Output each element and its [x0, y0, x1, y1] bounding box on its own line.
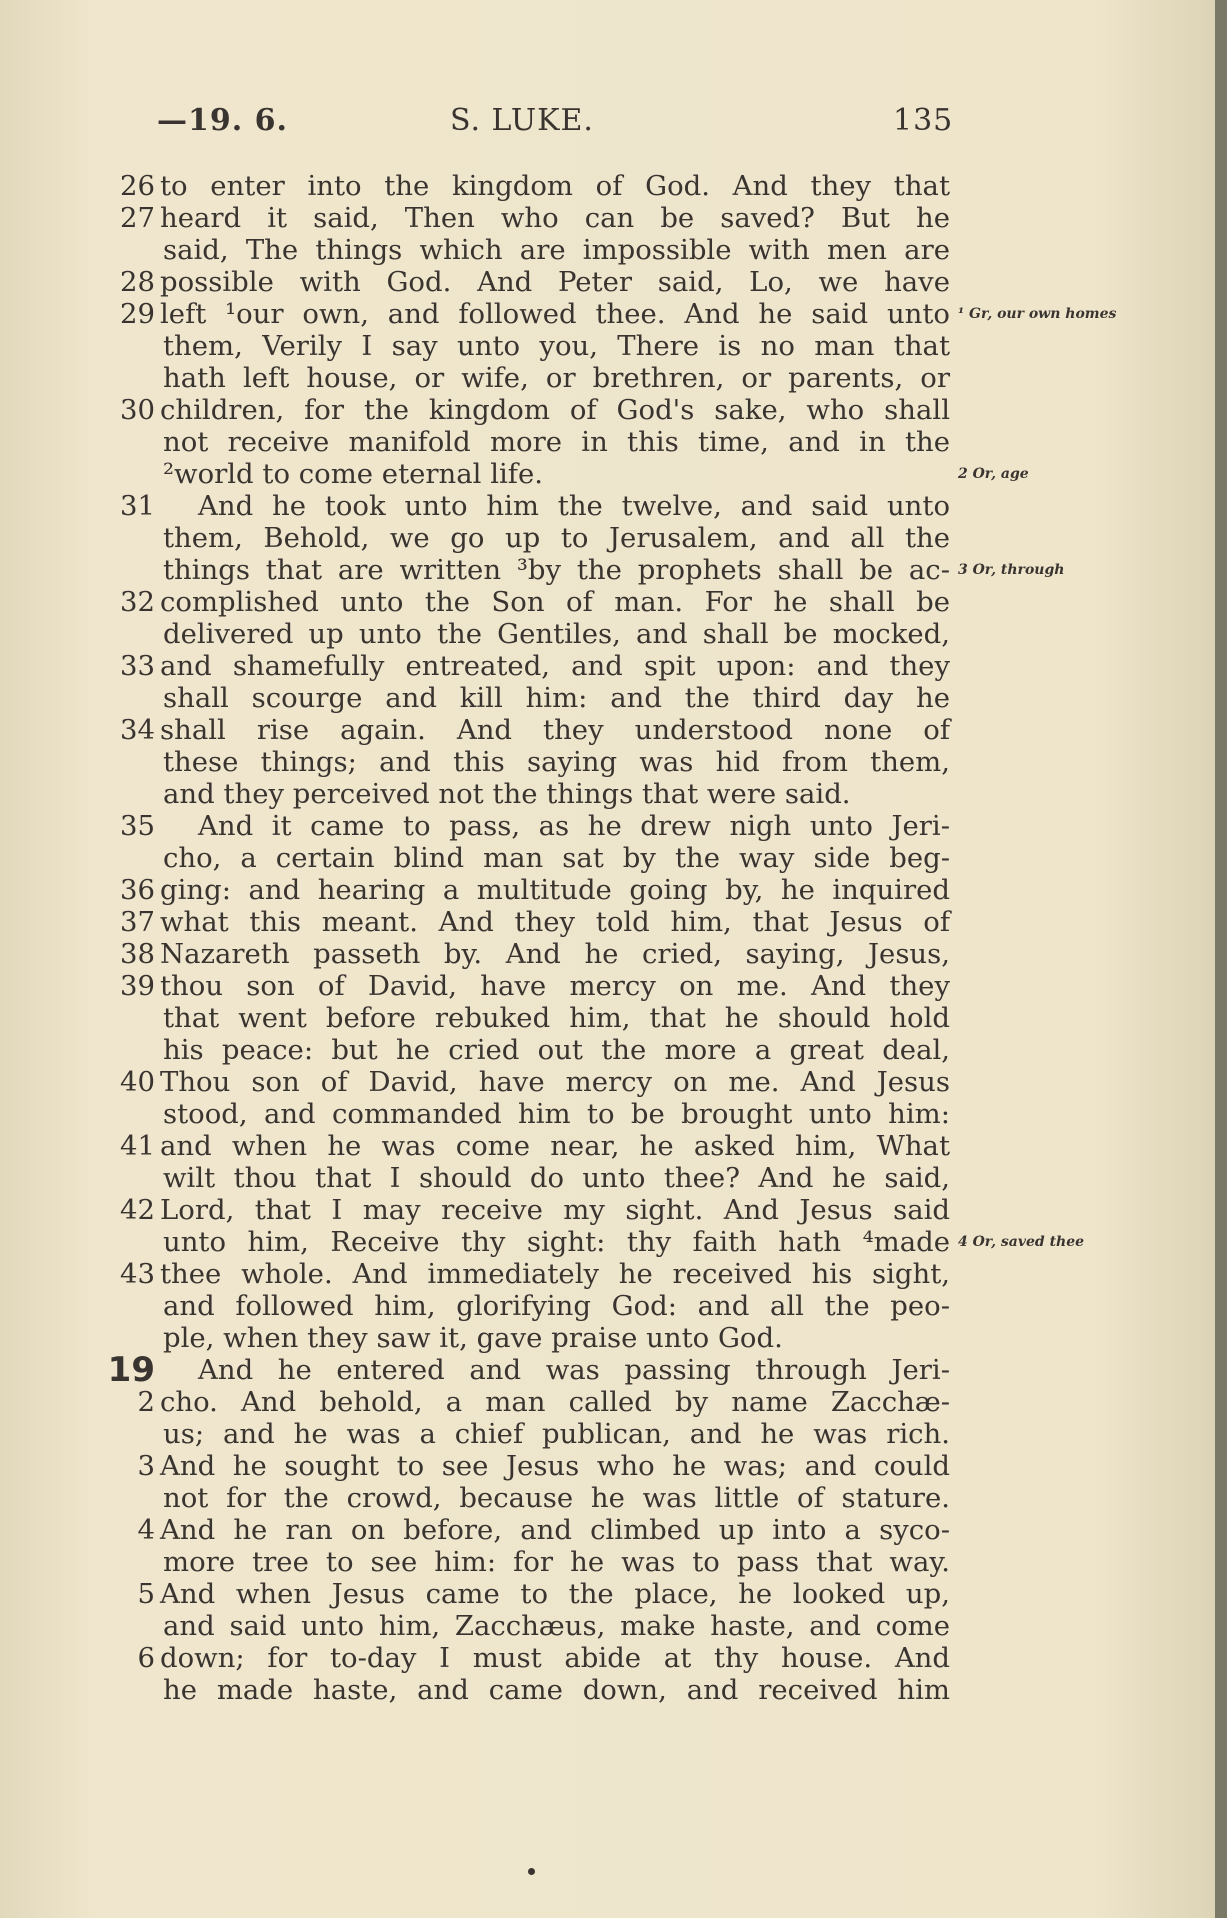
verse-number: 35: [120, 810, 155, 842]
line-text: not receive manifold more in this time, and in the: [163, 426, 950, 458]
text-line: [0, 1386, 1215, 1418]
line-text: heard it said, Then who can be saved? But he: [160, 202, 950, 234]
verse-number: 30: [120, 394, 155, 426]
line-text: them, Behold, we go up to Jerusalem, and all the: [163, 522, 950, 554]
line-text: us; and he was a chief publican, and he was rich.: [163, 1418, 950, 1450]
text-line: [0, 1002, 1215, 1034]
chapter-verse-range: —19. 6.: [157, 103, 288, 138]
verse-number: 26: [120, 170, 155, 202]
marginal-note: 2 Or, age: [958, 466, 1029, 482]
verse-number: 41: [120, 1130, 155, 1162]
text-line: [0, 362, 1215, 394]
line-text: cho, a certain blind man sat by the way side beg-: [163, 842, 950, 874]
text-line: [0, 682, 1215, 714]
text-line: [0, 1226, 1215, 1258]
text-line: [0, 554, 1215, 586]
line-text: ging: and hearing a multitude going by, he inquired: [160, 874, 950, 906]
text-line: [0, 1418, 1215, 1450]
line-text: And it came to pass, as he drew nigh unto Jeri-: [198, 810, 950, 842]
page-number: 135: [893, 103, 954, 138]
marginal-note: ¹ Gr, our own homes: [958, 306, 1117, 322]
text-line: [0, 1194, 1215, 1226]
text-line: [0, 618, 1215, 650]
text-line: [0, 522, 1215, 554]
verse-number: 6: [137, 1642, 155, 1674]
text-line: [0, 586, 1215, 618]
line-text: Thou son of David, have mercy on me. And Jesus: [160, 1066, 950, 1098]
line-text: and shamefully entreated, and spit upon: and they: [160, 650, 950, 682]
text-line: [0, 1674, 1215, 1706]
verse-number: 29: [120, 298, 155, 330]
line-text: cho. And behold, a man called by name Zacchæ-: [160, 1386, 950, 1418]
line-text: and they perceived not the things that were said.: [163, 778, 851, 810]
text-line: [0, 234, 1215, 266]
line-text: and said unto him, Zacchæus, make haste, and come: [163, 1610, 950, 1642]
text-line: [0, 1610, 1215, 1642]
text-line: [0, 874, 1215, 906]
text-line: [0, 1546, 1215, 1578]
text-line: [0, 1514, 1215, 1546]
text-line: [0, 938, 1215, 970]
line-text: shall rise again. And they understood none of: [160, 714, 950, 746]
line-text: possible with God. And Peter said, Lo, we have: [160, 266, 950, 298]
verse-number: 28: [120, 266, 155, 298]
line-text: unto him, Receive thy sight: thy faith hath ⁴made: [163, 1226, 950, 1258]
line-text: Lord, that I may receive my sight. And Jesus said: [160, 1194, 950, 1226]
text-line: [0, 330, 1215, 362]
text-line: [0, 810, 1215, 842]
line-text: down; for to-day I must abide at thy house. And: [160, 1642, 950, 1674]
line-text: Nazareth passeth by. And he cried, saying, Jesus,: [160, 938, 950, 970]
verse-number: 36: [120, 874, 155, 906]
text-line: [0, 1130, 1215, 1162]
text-line: [0, 1098, 1215, 1130]
text-line: [0, 1258, 1215, 1290]
page-speck: [528, 1868, 535, 1875]
line-text: not for the crowd, because he was little of stature.: [163, 1482, 950, 1514]
verse-number: 4: [137, 1514, 155, 1546]
verse-number: 32: [120, 586, 155, 618]
text-line: [0, 1450, 1215, 1482]
line-text: And he took unto him the twelve, and said unto: [198, 490, 950, 522]
line-text: delivered up unto the Gentiles, and shall be mocked,: [163, 618, 950, 650]
verse-number: 33: [120, 650, 155, 682]
text-line: [0, 458, 1215, 490]
text-line: [0, 1066, 1215, 1098]
line-text: left ¹our own, and followed thee. And he said unto: [160, 298, 950, 330]
line-text: stood, and commanded him to be brought unto him:: [163, 1098, 950, 1130]
line-text: shall scourge and kill him: and the third day he: [163, 682, 950, 714]
line-text: things that are written ³by the prophets shall be ac-: [163, 554, 950, 586]
scripture-text: [0, 170, 1215, 1706]
verse-number: 39: [120, 970, 155, 1002]
text-line: [0, 1642, 1215, 1674]
book-spine-edge: [1215, 0, 1227, 1918]
line-text: thou son of David, have mercy on me. And they: [160, 970, 950, 1002]
text-line: [0, 426, 1215, 458]
line-text: and followed him, glorifying God: and all the peo-: [163, 1290, 950, 1322]
line-text: And he sought to see Jesus who he was; and could: [160, 1450, 950, 1482]
line-text: thee whole. And immediately he received his sight,: [160, 1258, 950, 1290]
verse-number: 27: [120, 202, 155, 234]
line-text: complished unto the Son of man. For he shall be: [160, 586, 950, 618]
verse-number: 3: [137, 1450, 155, 1482]
text-line: [0, 1162, 1215, 1194]
book-title: S. LUKE.: [450, 103, 594, 138]
running-head: [0, 103, 1215, 143]
text-line: [0, 1322, 1215, 1354]
verse-number: 37: [120, 906, 155, 938]
line-text: hath left house, or wife, or brethren, or parents, or: [163, 362, 950, 394]
marginal-note: 4 Or, saved thee: [958, 1234, 1085, 1250]
chapter-number: 19: [107, 1350, 155, 1390]
text-line: [0, 1290, 1215, 1322]
text-line: [0, 170, 1215, 202]
text-line: [0, 778, 1215, 810]
line-text: children, for the kingdom of God's sake, who shall: [160, 394, 950, 426]
line-text: to enter into the kingdom of God. And they that: [160, 170, 950, 202]
line-text: And he ran on before, and climbed up into a syco-: [160, 1514, 950, 1546]
text-line: [0, 906, 1215, 938]
text-line: [0, 970, 1215, 1002]
text-line: [0, 1578, 1215, 1610]
line-text: what this meant. And they told him, that Jesus of: [160, 906, 950, 938]
verse-number: 34: [120, 714, 155, 746]
text-line: [0, 266, 1215, 298]
verse-number: 42: [120, 1194, 155, 1226]
line-text: And when Jesus came to the place, he looked up,: [160, 1578, 950, 1610]
text-line: [0, 650, 1215, 682]
verse-number: 31: [120, 490, 155, 522]
verse-number: 40: [120, 1066, 155, 1098]
marginal-note: 3 Or, through: [958, 562, 1065, 578]
line-text: and when he was come near, he asked him, What: [160, 1130, 950, 1162]
line-text: wilt thou that I should do unto thee? And he said,: [163, 1162, 950, 1194]
text-line: [0, 1482, 1215, 1514]
text-line: [0, 842, 1215, 874]
line-text: that went before rebuked him, that he should hold: [163, 1002, 950, 1034]
verse-number: 43: [120, 1258, 155, 1290]
line-text: his peace: but he cried out the more a great deal,: [163, 1034, 950, 1066]
text-line: [0, 490, 1215, 522]
line-text: them, Verily I say unto you, There is no man that: [163, 330, 950, 362]
line-text: ²world to come eternal life.: [163, 458, 543, 490]
text-line: [0, 298, 1215, 330]
text-line: [0, 714, 1215, 746]
line-text: ple, when they saw it, gave praise unto God.: [163, 1322, 783, 1354]
verse-number: 5: [137, 1578, 155, 1610]
text-line: [0, 202, 1215, 234]
text-line: [0, 394, 1215, 426]
line-text: he made haste, and came down, and received him: [163, 1674, 950, 1706]
verse-number: 38: [120, 938, 155, 970]
verse-number: 2: [137, 1386, 155, 1418]
line-text: more tree to see him: for he was to pass that way.: [163, 1546, 950, 1578]
text-line: [0, 1034, 1215, 1066]
line-text: these things; and this saying was hid from them,: [163, 746, 950, 778]
text-line: [0, 1350, 1215, 1390]
line-text: And he entered and was passing through Jeri-: [198, 1354, 950, 1386]
text-line: [0, 746, 1215, 778]
line-text: said, The things which are impossible with men are: [163, 234, 950, 266]
